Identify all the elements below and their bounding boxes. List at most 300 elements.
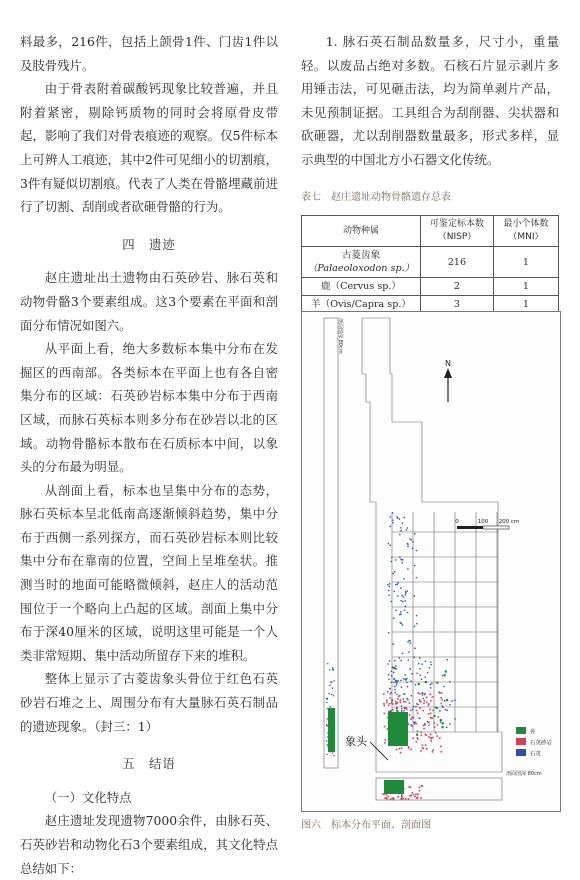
specimen-point xyxy=(442,699,444,701)
specimen-point xyxy=(407,612,408,613)
specimen-point xyxy=(409,714,410,715)
specimen-point xyxy=(397,584,398,585)
species-scientific-name: （Palaeoloxodon sp.） xyxy=(307,263,415,275)
specimen-point xyxy=(397,595,398,596)
specimen-point xyxy=(399,748,401,750)
scale-label: 100 xyxy=(477,519,489,525)
specimen-point xyxy=(389,703,391,705)
legend-label: 石英砂岩 xyxy=(530,740,553,747)
specimen-point xyxy=(393,573,394,574)
specimen-point xyxy=(415,721,417,723)
specimen-point xyxy=(441,692,443,694)
specimen-point xyxy=(404,694,405,695)
specimen-point xyxy=(401,595,402,596)
specimen-point xyxy=(422,785,424,787)
specimen-point xyxy=(420,731,422,733)
specimen-point xyxy=(407,590,408,591)
specimen-point xyxy=(392,520,393,521)
specimen-point xyxy=(422,692,424,694)
specimen-point xyxy=(454,718,455,719)
table-cell: 1 xyxy=(493,296,558,314)
legend-label: 石英 xyxy=(530,751,542,758)
specimen-point xyxy=(332,752,333,753)
specimen-point xyxy=(436,707,438,709)
specimen-point xyxy=(393,672,394,673)
specimen-point xyxy=(424,700,426,702)
specimen-point xyxy=(429,667,430,668)
specimen-point xyxy=(425,661,426,662)
specimen-point xyxy=(411,673,412,674)
elephant-skull-mark xyxy=(388,712,408,746)
specimen-point xyxy=(443,686,444,687)
specimen-point xyxy=(397,796,399,798)
specimen-point xyxy=(393,644,394,645)
specimen-point xyxy=(405,798,407,800)
specimen-point xyxy=(423,728,425,730)
left-column xyxy=(20,30,278,880)
specimen-point xyxy=(414,656,415,657)
specimen-point xyxy=(419,790,421,792)
specimen-point xyxy=(414,626,415,627)
figure-legend xyxy=(516,727,553,758)
specimen-point xyxy=(421,735,423,737)
specimen-point xyxy=(444,674,446,676)
legend-swatch xyxy=(516,749,526,756)
specimen-point xyxy=(434,726,436,728)
specimen-point xyxy=(418,692,420,694)
specimen-point xyxy=(397,698,398,699)
specimen-point xyxy=(409,702,411,704)
specimen-point xyxy=(421,664,422,665)
specimen-point xyxy=(413,722,414,723)
bone-section-mark xyxy=(384,780,404,794)
specimen-point xyxy=(397,518,398,519)
specimen-point xyxy=(391,682,392,683)
specimen-point xyxy=(394,660,395,661)
species-name: 古菱齿象 xyxy=(341,250,381,262)
specimen-point xyxy=(401,797,403,799)
specimen-point xyxy=(411,717,413,719)
section-depth-label: 剖面图深 80cm xyxy=(337,318,343,354)
specimen-point xyxy=(392,703,394,705)
specimen-point xyxy=(332,667,333,668)
specimen-point xyxy=(416,734,418,736)
specimen-point xyxy=(389,583,390,584)
specimen-point xyxy=(416,550,417,551)
specimen-point xyxy=(419,718,420,719)
specimen-point xyxy=(413,794,415,796)
specimen-point xyxy=(401,623,402,624)
specimen-point xyxy=(402,562,403,563)
specimen-point xyxy=(399,534,400,535)
specimen-point xyxy=(419,707,421,709)
specimen-point xyxy=(389,697,390,698)
site-outline xyxy=(362,318,502,772)
specimen-point xyxy=(419,787,421,789)
specimen-point xyxy=(388,679,389,680)
specimen-point xyxy=(405,591,406,592)
specimen-point xyxy=(396,516,397,517)
distribution-map xyxy=(302,312,560,811)
specimen-point xyxy=(404,707,406,709)
specimen-point xyxy=(398,582,399,583)
specimen-point xyxy=(399,518,400,519)
specimen-point xyxy=(430,713,432,715)
specimen-point xyxy=(433,722,435,724)
specimen-point xyxy=(327,698,328,699)
specimen-point xyxy=(326,724,327,725)
table-header: 最小个体数（MNI） xyxy=(493,216,558,247)
specimen-point xyxy=(428,703,429,704)
specimen-point xyxy=(399,557,400,558)
specimen-point xyxy=(412,709,413,710)
specimen-point xyxy=(399,614,400,615)
specimen-point xyxy=(386,702,388,704)
specimen-point xyxy=(395,610,396,611)
distribution-figure xyxy=(301,311,561,812)
specimen-point xyxy=(388,590,389,591)
specimen-point xyxy=(439,710,441,712)
specimen-point xyxy=(409,538,410,539)
specimen-point xyxy=(393,799,395,801)
specimen-point xyxy=(416,615,417,616)
specimen-point xyxy=(384,742,386,744)
elephant-skull-annotation: 象头 xyxy=(345,735,367,748)
specimen-point xyxy=(401,705,402,706)
table-cell xyxy=(302,247,421,278)
table-cell: 2 xyxy=(421,278,494,296)
specimen-point xyxy=(440,746,442,748)
specimen-point xyxy=(438,716,440,718)
specimen-point xyxy=(417,737,419,739)
specimen-point xyxy=(447,659,448,660)
table-header: 可鉴定标本数（NISP） xyxy=(421,216,494,247)
specimen-point xyxy=(405,594,406,595)
specimen-point xyxy=(416,797,418,799)
table-cell: 3 xyxy=(421,296,494,314)
specimen-point xyxy=(414,648,415,649)
section-heading: 五 结语 xyxy=(122,756,176,772)
specimen-point xyxy=(432,737,434,739)
paragraph: 1. 脉石英石制品数量多，尺寸小，重量轻。以废品占绝对多数。石核石片显示剥片多用锤击法，可见砸击法，均为简单剥片产品，未见预制证据。工具组合为刮削器、尖状器和砍砸器，尤以刮削器数量最多，形式多样，显示典型的中国北方小石器文化传统。 xyxy=(301,34,559,167)
specimen-point xyxy=(388,543,389,544)
specimen-point xyxy=(403,798,405,800)
specimen-point xyxy=(391,557,392,558)
specimen-point xyxy=(391,699,393,701)
specimen-point xyxy=(327,663,328,664)
specimen-point xyxy=(402,698,404,700)
scale-label: 0 xyxy=(455,519,459,525)
specimen-point xyxy=(439,692,441,694)
specimen-point xyxy=(430,694,432,696)
specimen-point xyxy=(431,740,433,742)
specimen-point xyxy=(441,703,443,705)
specimen-point xyxy=(407,546,408,547)
specimen-point xyxy=(387,663,388,664)
specimen-point xyxy=(405,678,407,680)
specimen-point xyxy=(400,613,401,614)
specimen-point xyxy=(436,682,438,684)
table-cell: 1 xyxy=(493,247,558,278)
specimen-point xyxy=(328,693,329,694)
specimen-point xyxy=(426,748,428,750)
table-cell: 1 xyxy=(493,278,558,296)
specimen-point xyxy=(396,681,398,683)
specimen-point xyxy=(430,661,431,662)
specimen-point xyxy=(405,600,406,601)
specimen-point xyxy=(387,691,388,692)
specimen-point xyxy=(423,748,425,750)
specimen-point xyxy=(390,526,391,527)
specimen-point xyxy=(403,726,405,728)
specimen-point xyxy=(416,741,418,743)
table-cell: 羊（Ovis/Capra sp.） xyxy=(302,296,421,314)
specimen-point xyxy=(432,696,434,698)
specimen-point xyxy=(451,700,452,701)
specimen-point xyxy=(393,678,394,679)
specimen-point xyxy=(432,749,434,751)
specimen-point xyxy=(442,706,443,707)
specimen-point xyxy=(442,675,443,676)
specimen-point xyxy=(330,706,331,707)
specimen-point xyxy=(407,699,409,701)
specimen-point xyxy=(420,675,421,676)
specimen-point xyxy=(327,744,328,745)
specimen-point xyxy=(333,670,334,671)
specimen-point xyxy=(400,587,401,588)
specimen-point xyxy=(333,755,334,756)
specimen-point xyxy=(388,632,389,633)
specimen-point xyxy=(441,751,443,753)
specimen-point xyxy=(400,527,401,528)
specimen-point xyxy=(454,700,455,701)
specimen-point xyxy=(416,673,417,674)
specimen-point xyxy=(403,701,404,702)
specimen-point xyxy=(408,652,409,653)
specimen-point xyxy=(396,707,398,709)
specimen-point xyxy=(439,737,441,739)
specimen-point xyxy=(449,704,450,705)
specimen-point xyxy=(412,548,413,549)
specimen-point xyxy=(395,680,396,681)
specimen-point xyxy=(409,640,410,641)
specimen-point xyxy=(333,695,334,696)
specimen-point xyxy=(408,723,409,724)
specimen-point xyxy=(410,681,411,682)
specimen-point xyxy=(404,610,405,611)
specimen-point xyxy=(401,708,402,709)
specimen-point xyxy=(430,664,431,665)
specimen-point xyxy=(417,731,419,733)
specimen-point xyxy=(446,710,447,711)
specimen-point xyxy=(419,668,420,669)
specimen-point xyxy=(430,684,431,685)
specimen-point xyxy=(394,571,395,572)
specimen-point xyxy=(421,679,422,680)
specimen-point xyxy=(426,697,427,698)
specimen-point xyxy=(424,723,425,724)
specimen-point xyxy=(395,559,396,560)
specimen-point xyxy=(384,713,386,715)
specimen-point xyxy=(396,668,397,669)
specimen-point xyxy=(425,744,427,746)
specimen-point xyxy=(420,797,422,799)
specimen-point xyxy=(402,653,403,654)
specimen-point xyxy=(414,565,415,566)
paragraph: 从平面上看，绝大多数标本集中分布在发掘区的西南部。各类标本在平面上也有各自密集分布的区域：石英砂岩标本集中分布于西南区域，而脉石英标本则多分布在砂岩以北的区域。动物骨骼标本散布在石质标本中间，以象头的分布最为明显。 xyxy=(20,341,278,475)
specimen-points xyxy=(326,512,456,800)
specimen-point xyxy=(383,693,385,695)
specimen-point xyxy=(446,727,447,728)
north-label: N xyxy=(445,359,451,368)
specimen-point xyxy=(408,786,410,788)
specimen-point xyxy=(408,659,409,660)
specimen-point xyxy=(386,794,388,796)
specimen-point xyxy=(431,683,432,684)
specimen-point xyxy=(423,703,425,705)
specimen-point xyxy=(405,592,406,593)
specimen-point xyxy=(417,712,419,714)
table-caption: 表七 赵庄遗址动物骨骼遗存总表 xyxy=(301,191,451,203)
specimen-point xyxy=(401,559,402,560)
right-column xyxy=(301,30,559,332)
specimen-point xyxy=(430,717,432,719)
specimen-point xyxy=(406,708,408,710)
specimen-point xyxy=(426,702,428,704)
specimen-point xyxy=(404,517,405,518)
scale-bar xyxy=(455,519,519,529)
table-row xyxy=(302,247,559,278)
specimen-point xyxy=(428,722,430,724)
specimen-point xyxy=(407,686,408,687)
specimen-point xyxy=(404,674,405,675)
specimen-point xyxy=(391,671,392,672)
specimen-point xyxy=(442,722,444,724)
specimen-point xyxy=(395,665,396,666)
specimen-point xyxy=(412,792,414,794)
specimen-point xyxy=(402,601,403,602)
specimen-point xyxy=(410,749,412,751)
specimen-point xyxy=(406,529,407,530)
specimen-point xyxy=(425,677,426,678)
specimen-point xyxy=(389,586,390,587)
specimen-point xyxy=(410,710,412,712)
specimen-point xyxy=(410,643,411,644)
specimen-point xyxy=(388,595,389,596)
paragraph: 从剖面上看，标本也呈集中分布的态势，脉石英标本呈北低南高逐渐倾斜趋势，集中分布于西侧一系列探方，而石英砂岩标本则比较集中分布在靠南的位置，空间上呈堆垒状。推测当时的地面可能略微倾斜，赵庄人的活动范围位于一个略向上凸起的区域。剖面上集中分布于深40厘米的区域，说明这里可能是一个人类非常短期、集中活动所留存下来的堆积。 xyxy=(20,482,278,663)
specimen-point xyxy=(403,596,404,597)
specimen-point xyxy=(393,667,395,669)
specimen-point xyxy=(441,726,443,728)
specimen-point xyxy=(407,641,408,642)
specimen-point xyxy=(418,663,419,664)
specimen-point xyxy=(444,700,445,701)
specimen-point xyxy=(326,740,327,741)
scale-label: 200 cm xyxy=(498,519,520,525)
specimen-point xyxy=(400,701,402,703)
specimen-point xyxy=(388,796,390,798)
specimen-point xyxy=(401,794,403,796)
excavation-grid xyxy=(324,318,502,800)
legend-label: 骨 xyxy=(530,729,536,736)
specimen-point xyxy=(397,680,398,681)
specimen-point xyxy=(401,687,402,688)
specimen-point xyxy=(400,699,402,701)
specimen-point xyxy=(326,754,327,755)
specimen-point xyxy=(410,718,412,720)
specimen-point xyxy=(420,750,422,752)
specimen-point xyxy=(407,527,408,528)
specimen-point xyxy=(422,694,423,695)
specimen-point xyxy=(391,561,392,562)
specimen-point xyxy=(419,657,420,658)
specimen-point xyxy=(415,706,416,707)
subsection-heading: （一）文化特点 xyxy=(44,789,132,805)
specimen-point xyxy=(393,682,394,683)
specimen-point xyxy=(331,682,332,683)
specimen-point xyxy=(405,701,407,703)
specimen-point xyxy=(384,705,386,707)
specimen-point xyxy=(391,675,392,676)
specimen-point xyxy=(396,684,397,685)
specimen-point xyxy=(382,793,384,795)
specimen-point xyxy=(412,738,414,740)
specimen-point xyxy=(326,702,327,703)
table-cell: 216 xyxy=(421,247,494,278)
specimen-point xyxy=(415,793,417,795)
specimen-point xyxy=(403,710,404,711)
legend-swatch xyxy=(516,738,526,745)
specimen-point xyxy=(440,697,442,699)
specimen-point xyxy=(396,710,398,712)
specimen-point xyxy=(423,698,425,700)
specimen-point xyxy=(427,672,428,673)
specimen-point xyxy=(418,683,420,685)
specimen-point xyxy=(387,716,389,718)
specimen-point xyxy=(389,660,390,661)
specimen-point xyxy=(430,734,432,736)
specimen-point xyxy=(436,735,438,737)
specimen-point xyxy=(391,601,392,602)
specimen-point xyxy=(383,703,385,705)
specimen-point xyxy=(388,674,389,675)
north-arrow-icon xyxy=(444,359,452,402)
specimen-point xyxy=(394,689,395,690)
specimen-point xyxy=(431,717,433,719)
specimen-point xyxy=(332,688,333,689)
paragraph: 由于骨表附着碳酸钙现象比较普遍，并且附着紧密，剔除钙质物的同时会将原骨皮带起，影响了我们对骨表痕迹的观察。仅5件标本上可辨人工痕迹，其中2件可见细小的切割痕，3件有疑似切割痕。代表了人类在骨骼埋藏前进行了切割、刮削或者砍砸骨骼的行为。 xyxy=(20,81,278,215)
specimen-point xyxy=(397,702,399,704)
specimen-point xyxy=(329,685,330,686)
specimen-point xyxy=(449,723,450,724)
specimen-point xyxy=(400,798,402,800)
section-heading: 四 遗迹 xyxy=(122,236,176,252)
specimen-point xyxy=(327,708,328,709)
specimen-point xyxy=(414,595,415,596)
specimen-point xyxy=(392,512,393,513)
specimen-point xyxy=(385,739,387,741)
specimen-point xyxy=(394,591,395,592)
specimen-point xyxy=(387,584,388,585)
specimen-point xyxy=(395,692,396,693)
specimen-point xyxy=(432,751,434,753)
bone-section-mark xyxy=(328,708,335,752)
specimen-point xyxy=(423,725,425,727)
specimen-point xyxy=(386,798,388,800)
specimen-point xyxy=(390,710,392,712)
specimen-point xyxy=(445,670,447,672)
figure-caption: 图六 标本分布平面、剖面图 xyxy=(301,820,431,831)
